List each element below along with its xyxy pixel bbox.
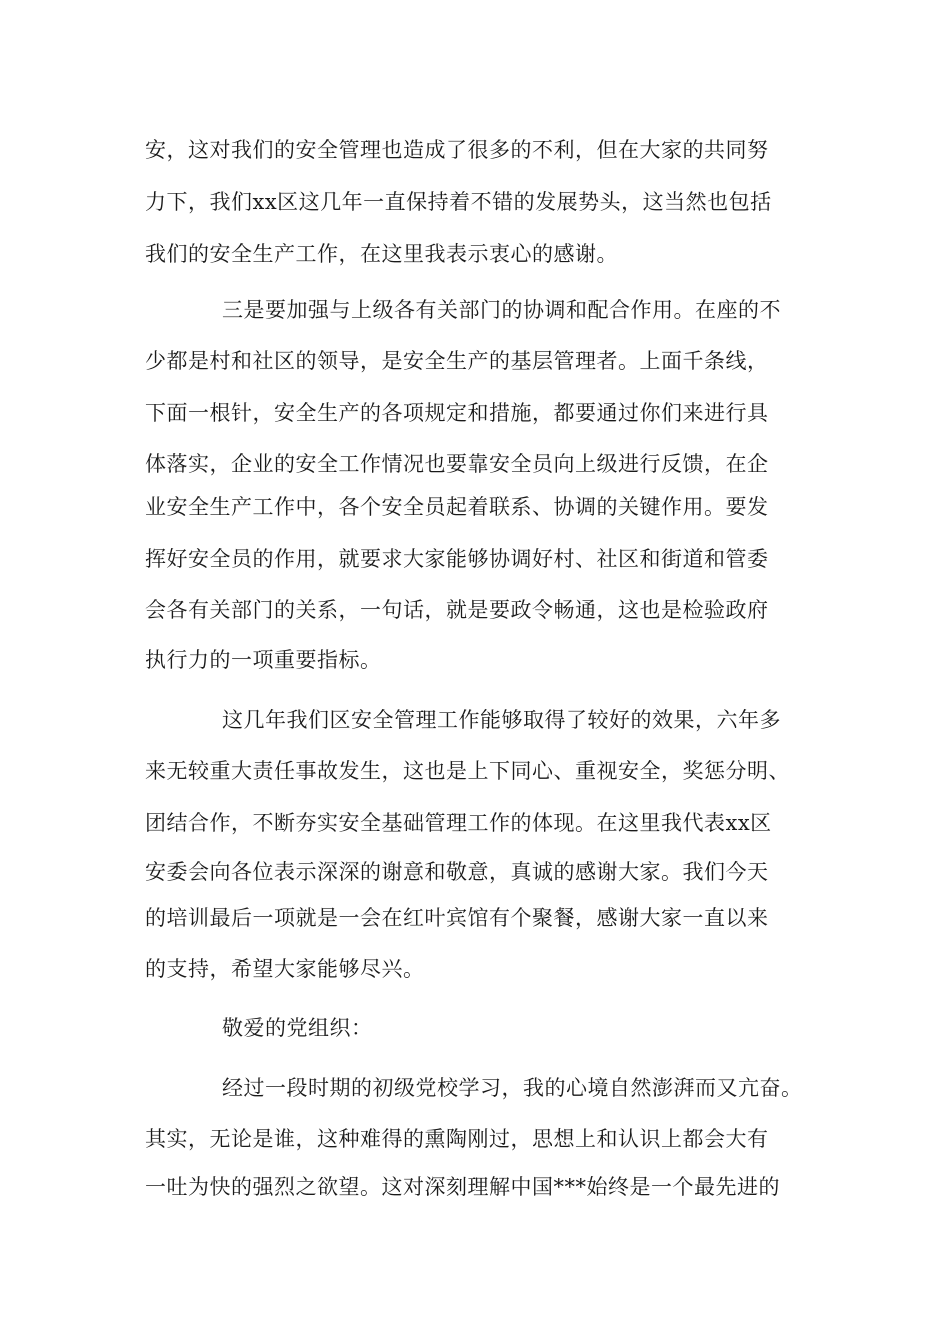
text-line: 业安全生产工作中，各个安全员起着联系、协调的关键作用。要发	[145, 495, 769, 519]
text-line: 少都是村和社区的领导，是安全生产的基层管理者。上面千条线，	[145, 349, 769, 373]
text-line: 团结合作，不断夯实安全基础管理工作的体现。在这里我代表xx区	[145, 811, 772, 835]
text-line: 安，这对我们的安全管理也造成了很多的不利，但在大家的共同努	[145, 138, 769, 162]
paragraph-first-line: 这几年我们区安全管理工作能够取得了较好的效果，六年多	[222, 708, 781, 732]
text-line: 的培训最后一项就是一会在红叶宾馆有个聚餐，感谢大家一直以来	[145, 906, 769, 930]
text-line: 来无较重大责任事故发生，这也是上下同心、重视安全，奖惩分明、	[145, 759, 790, 783]
text-line: 执行力的一项重要指标。	[145, 648, 382, 672]
text-line: 一吐为快的强烈之欲望。这对深刻理解中国***始终是一个最先进的	[145, 1175, 780, 1199]
text-line: 挥好安全员的作用，就要求大家能够协调好村、社区和街道和管委	[145, 547, 769, 571]
text-line: 体落实，企业的安全工作情况也要靠安全员向上级进行反馈，在企	[145, 452, 769, 476]
text-line: 其实，无论是谁，这种难得的熏陶刚过，思想上和认识上都会大有	[145, 1127, 769, 1151]
text-line: 下面一根针，安全生产的各项规定和措施，都要通过你们来进行具	[145, 401, 769, 425]
paragraph-first-line: 三是要加强与上级各有关部门的协调和配合作用。在座的不	[222, 298, 781, 322]
text-line: 会各有关部门的关系，一句话，就是要政令畅通，这也是检验政府	[145, 598, 769, 622]
salutation: 敬爱的党组织：	[222, 1016, 373, 1040]
text-line: 安委会向各位表示深深的谢意和敬意，真诚的感谢大家。我们今天	[145, 860, 769, 884]
text-line: 我们的安全生产工作，在这里我表示衷心的感谢。	[145, 242, 618, 266]
text-line: 力下，我们xx区这几年一直保持着不错的发展势头，这当然也包括	[145, 190, 772, 214]
text-line: 的支持，希望大家能够尽兴。	[145, 957, 425, 981]
paragraph-first-line: 经过一段时期的初级党校学习，我的心境自然澎湃而又亢奋。	[222, 1076, 803, 1100]
